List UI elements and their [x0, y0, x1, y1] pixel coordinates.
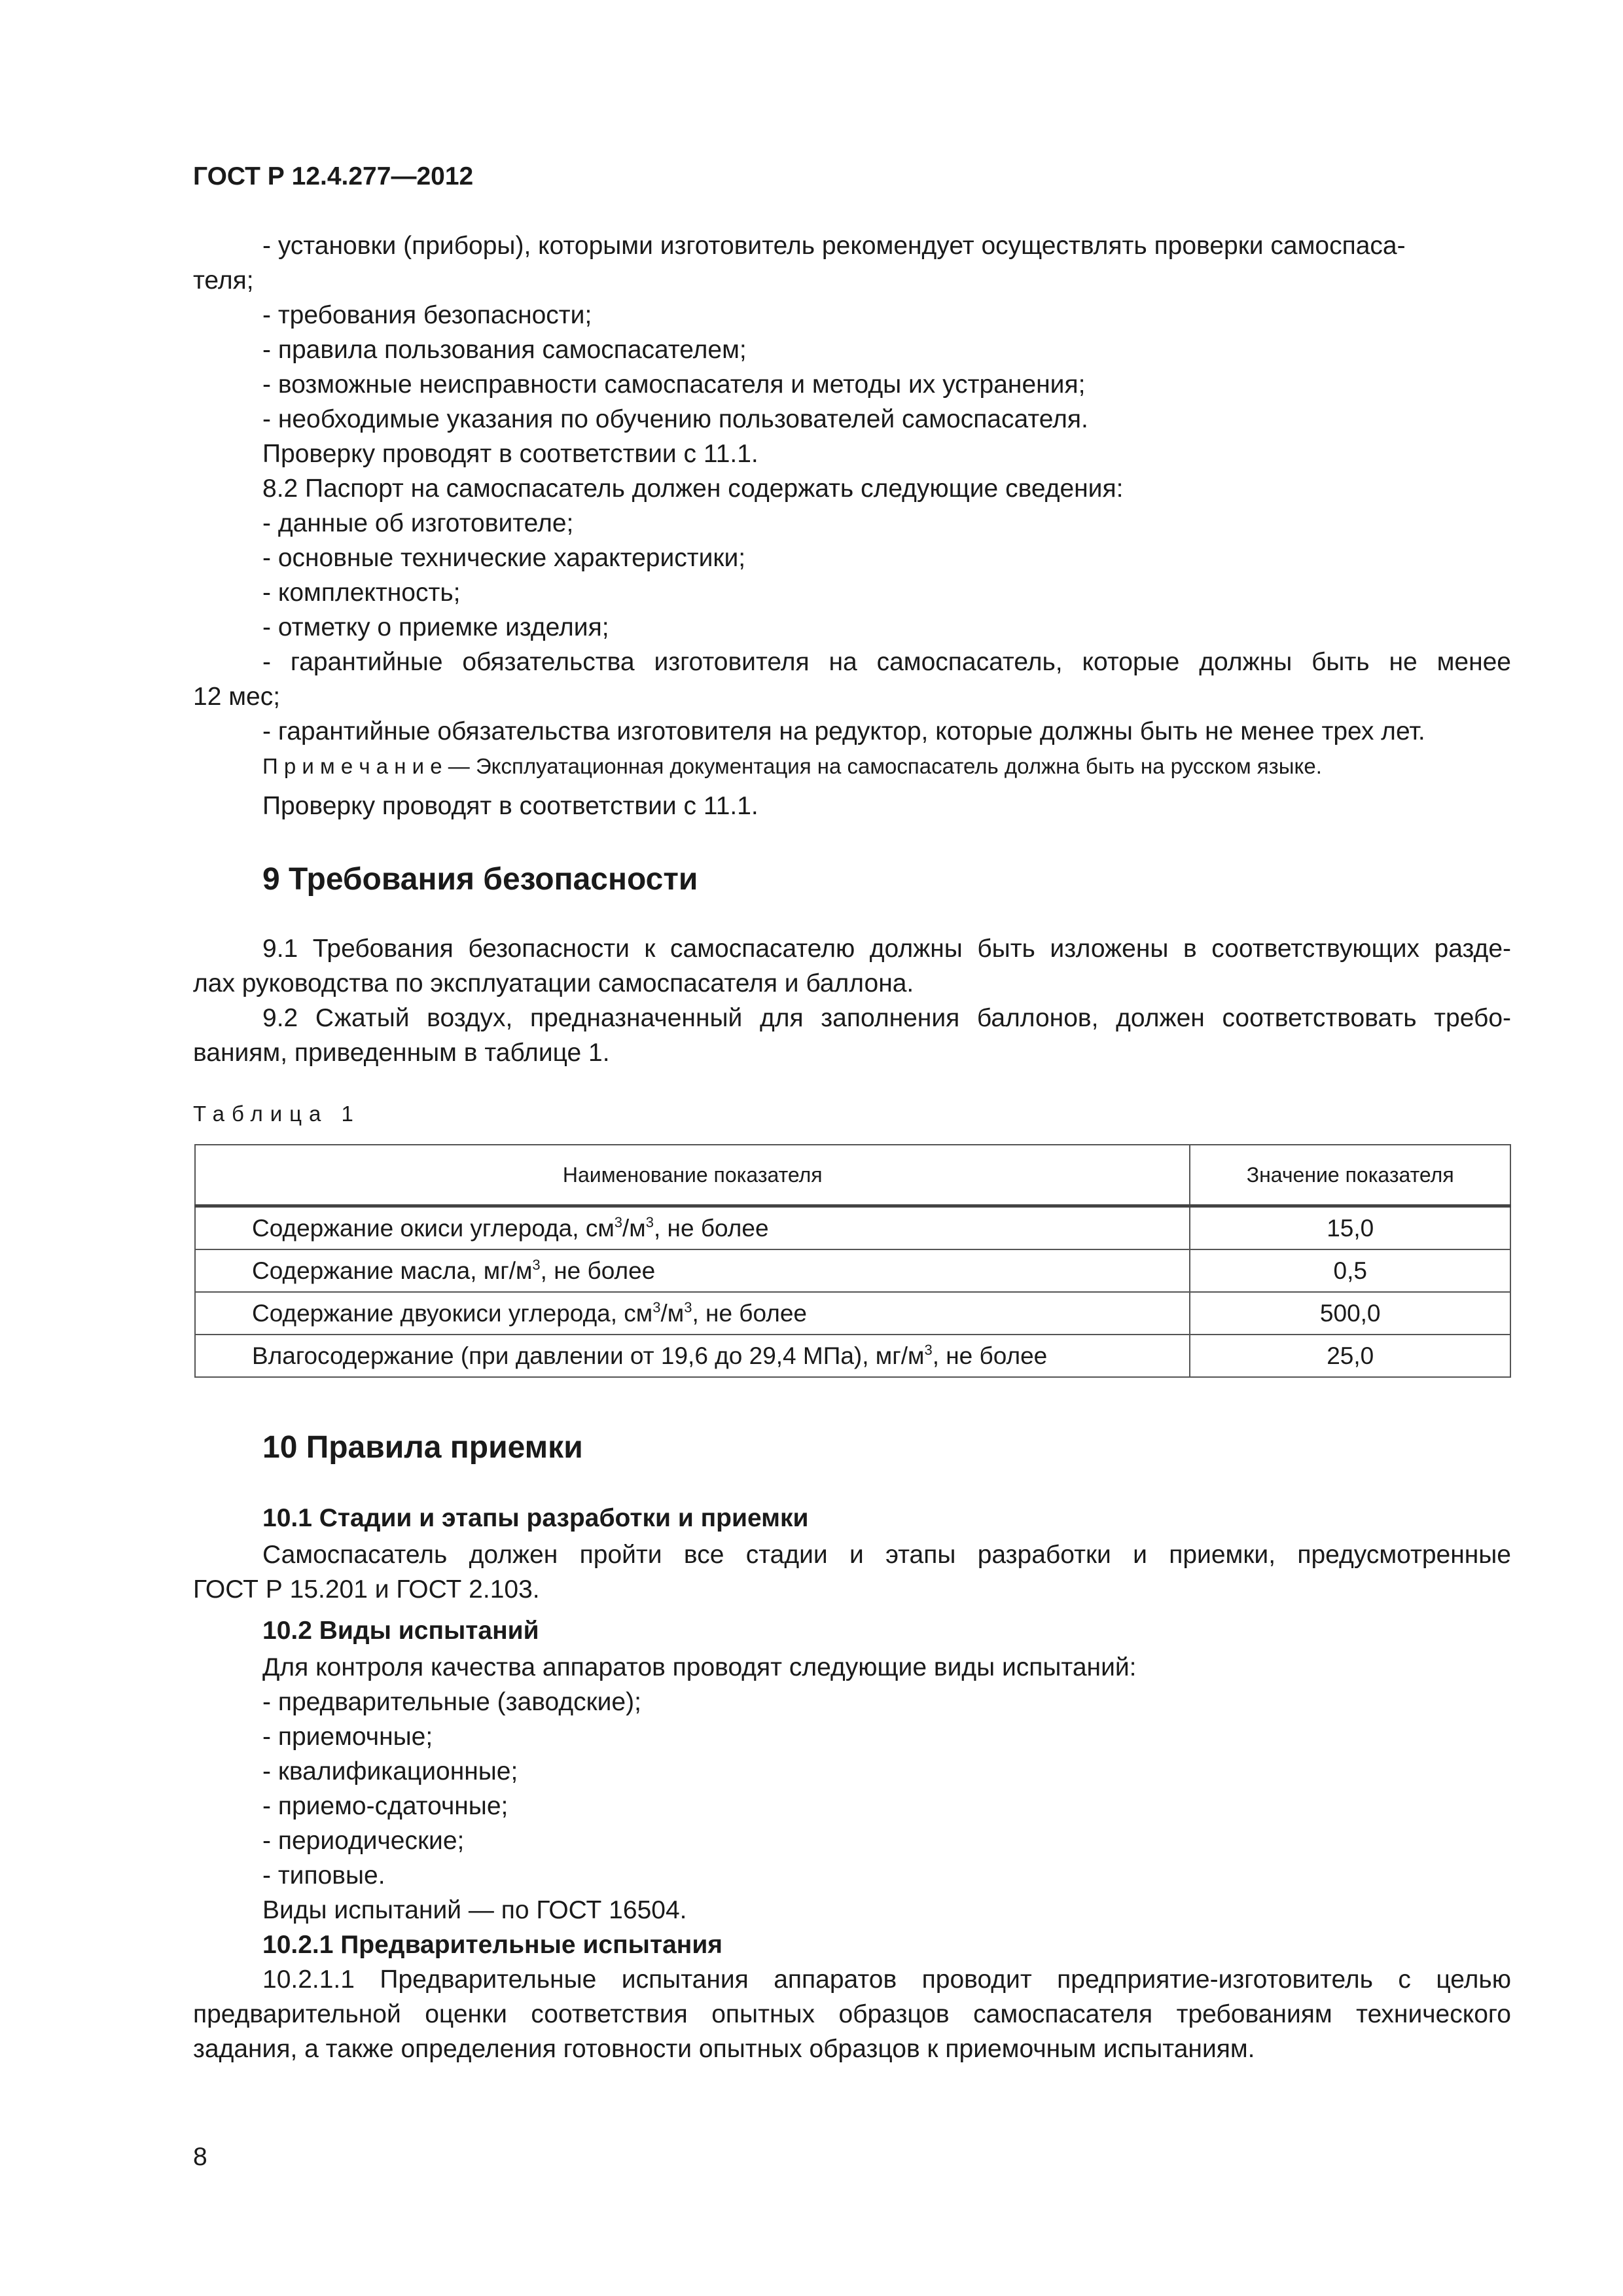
- list-item: - предварительные (заводские);: [262, 1688, 641, 1716]
- list-item: - квалификационные;: [262, 1757, 518, 1785]
- text-line: Для контроля качества аппаратов проводят следующие виды испытаний:: [262, 1653, 1137, 1681]
- list-item: - приемочные;: [262, 1723, 433, 1751]
- text-line: 9.2 Сжатый воздух, предназначенный для заполнения баллонов, должен соответствовать требо-: [262, 1004, 1511, 1032]
- table-cell-name: Содержание масла, $мг/м^3$, не более: [195, 1249, 1190, 1292]
- table-row: [195, 1292, 1510, 1335]
- list-item: - комплектность;: [262, 579, 461, 607]
- document-code-header: ГОСТ Р 12.4.277—2012: [193, 162, 474, 190]
- text-line: Проверку проводят в соответствии с 11.1.: [262, 440, 758, 468]
- section-heading: 10 Правила приемки: [262, 1430, 583, 1465]
- list-item: - приемо-сдаточные;: [262, 1792, 508, 1820]
- subsection-heading: 10.1 Стадии и этапы разработки и приемки: [262, 1504, 809, 1532]
- column-header-value: Значение показателя: [1190, 1145, 1510, 1206]
- text-line: Самоспасатель должен пройти все стадии и этапы разработки и приемки, предусмотренные: [262, 1541, 1511, 1569]
- page-number: 8: [193, 2143, 207, 2171]
- text-line: теля;: [193, 266, 254, 295]
- subsection-heading: 10.2 Виды испытаний: [262, 1617, 539, 1645]
- text-line: - установки (приборы), которыми изготовитель рекомендует осуществлять проверки самоспаса-: [262, 232, 1406, 260]
- note: [262, 749, 1322, 783]
- text-line: 12 мес;: [193, 683, 281, 711]
- text-line: задания, а также определения готовности опытных образцов к приемочным испытаниям.: [193, 2035, 1255, 2063]
- list-item: - правила пользования самоспасателем;: [262, 336, 747, 364]
- text-line: предварительной оценки соответствия опытных образцов самоспасателя требованиям технического: [193, 2000, 1511, 2028]
- column-header-name: Наименование показателя: [195, 1145, 1190, 1206]
- text-line: 10.2.1.1 Предварительные испытания аппаратов проводит предприятие-изготовитель с целью: [262, 1965, 1511, 1994]
- note-label: П р и м е ч а н и е: [262, 754, 442, 778]
- table-1: [194, 1144, 1511, 1378]
- table-caption: Таблица 1: [193, 1102, 361, 1126]
- text-line: 9.1 Требования безопасности к самоспасателю должны быть изложены в соответствующих разде-: [262, 935, 1511, 963]
- table-header-row: [195, 1145, 1510, 1206]
- table-cell-value: 25,0: [1190, 1335, 1510, 1377]
- list-item: - гарантийные обязательства изготовителя на редуктор, которые должны быть не менее трех лет.: [262, 717, 1425, 745]
- table-row: [195, 1335, 1510, 1377]
- list-item: - требования безопасности;: [262, 301, 592, 329]
- note-text: — Эксплуатационная документация на самоспасатель должна быть на русском языке.: [442, 754, 1322, 778]
- section-heading: 9 Требования безопасности: [262, 862, 698, 897]
- list-item: - данные об изготовителе;: [262, 509, 574, 537]
- list-item: - основные технические характеристики;: [262, 544, 746, 572]
- text-line: лах руководства по эксплуатации самоспасателя и баллона.: [193, 969, 914, 997]
- text-line: ГОСТ Р 15.201 и ГОСТ 2.103.: [193, 1575, 540, 1604]
- table-cell-value: 0,5: [1190, 1249, 1510, 1292]
- list-item: - типовые.: [262, 1861, 385, 1890]
- list-item: - отметку о приемке изделия;: [262, 613, 609, 641]
- table-row: [195, 1206, 1510, 1250]
- table-cell-name: Содержание двуокиси углерода, $см^3/м^3$, не более: [195, 1292, 1190, 1335]
- table-cell-value: 15,0: [1190, 1206, 1510, 1250]
- text-line: ваниям, приведенным в таблице 1.: [193, 1039, 610, 1067]
- table-row: [195, 1249, 1510, 1292]
- table-cell-value: 500,0: [1190, 1292, 1510, 1335]
- list-item: - периодические;: [262, 1827, 465, 1855]
- text-line: Виды испытаний — по ГОСТ 16504.: [262, 1896, 687, 1924]
- subsection-heading: 10.2.1 Предварительные испытания: [262, 1931, 723, 1959]
- list-item: - необходимые указания по обучению пользователей самоспасателя.: [262, 405, 1088, 433]
- table-cell-name: Содержание окиси углерода, $см^3/м^3$, не более: [195, 1206, 1190, 1250]
- text-line: 8.2 Паспорт на самоспасатель должен содержать следующие сведения:: [262, 475, 1124, 503]
- list-item: - гарантийные обязательства изготовителя на самоспасатель, которые должны быть не менее: [262, 648, 1511, 676]
- table-cell-name: Влагосодержание (при давлении от 19,6 до 29,4 МПа), $мг/м^3$, не более: [195, 1335, 1190, 1377]
- list-item: - возможные неисправности самоспасателя и методы их устранения;: [262, 370, 1086, 399]
- text-line: Проверку проводят в соответствии с 11.1.: [262, 792, 758, 820]
